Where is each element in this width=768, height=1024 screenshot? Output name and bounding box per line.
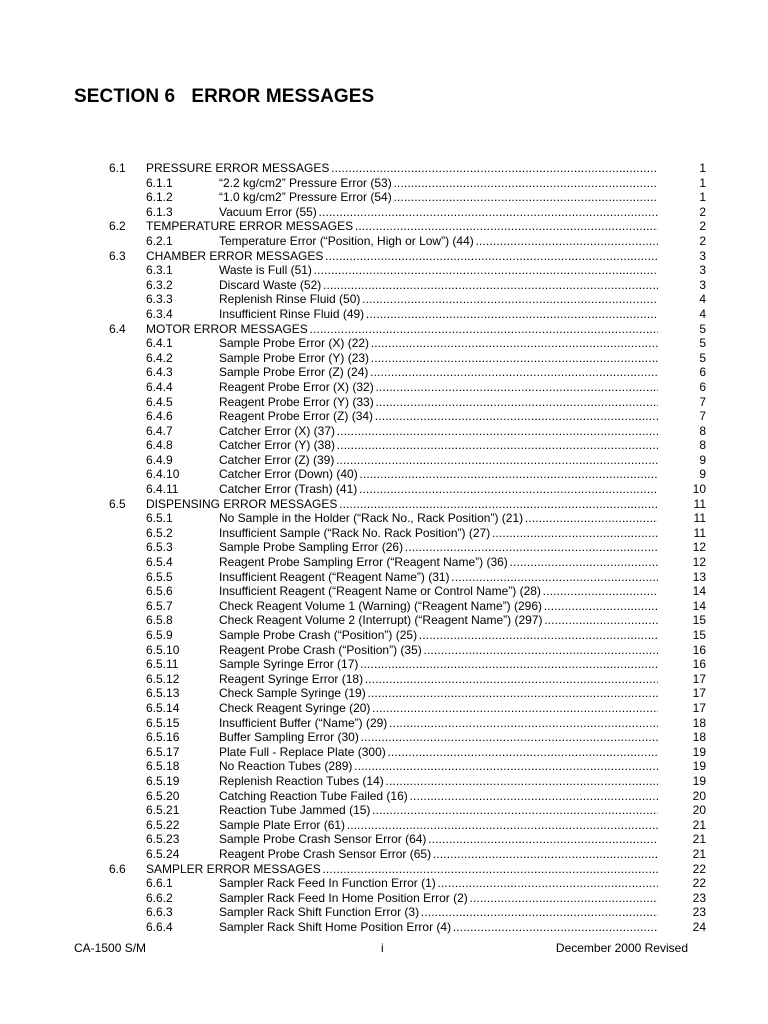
- toc-entry-number: 6.5.8: [146, 613, 173, 628]
- toc-entry-title: Reagent Probe Error (Z) (34) . . .: [219, 409, 658, 424]
- toc-entry-title: Check Reagent Volume 2 (Interrupt) (“Reagent Name”) (297) . . .: [219, 613, 658, 628]
- toc-entry-page: 5: [699, 336, 706, 351]
- toc-entry-page: 17: [692, 700, 706, 715]
- toc-entry-number: 6.1.3: [146, 204, 173, 219]
- toc-entry-title: Reagent Probe Crash (“Position”) (35) . . .: [219, 643, 658, 658]
- toc-entry-page: 21: [692, 846, 706, 861]
- toc-subsection-entry: [0, 818, 768, 833]
- toc-entry-title: Temperature Error (“Position, High or Low”) (44) . . .: [219, 234, 658, 249]
- toc-entry-page: 5: [699, 350, 706, 365]
- toc-entry-title: Sampler Rack Shift Home Position Error (4) . . .: [219, 920, 658, 935]
- toc-subsection-entry: [0, 424, 768, 439]
- toc-section-entry: [0, 497, 768, 512]
- toc-entry-number: 6.5.13: [146, 686, 180, 701]
- toc-subsection-entry: [0, 190, 768, 205]
- toc-subsection-entry: [0, 438, 768, 453]
- toc-subsection-entry: [0, 467, 768, 482]
- toc-section-entry: [0, 249, 768, 264]
- toc-subsection-entry: [0, 672, 768, 687]
- toc-entry-page: 12: [692, 555, 706, 570]
- toc-entry-number: 6.5.22: [146, 817, 180, 832]
- toc-section-entry: [0, 161, 768, 176]
- toc-entry-number: 6.1: [109, 161, 126, 175]
- toc-entry-number: 6.6: [109, 861, 126, 876]
- toc-entry-title: Reagent Probe Sampling Error (“Reagent Name”) (36) . . .: [219, 555, 658, 570]
- toc-entry-title: No Sample in the Holder (“Rack No., Rack Position”) (21) . . .: [219, 511, 658, 526]
- toc-entry-number: 6.4.5: [146, 394, 173, 409]
- toc-entry-page: 13: [692, 569, 706, 584]
- toc-subsection-entry: [0, 278, 768, 293]
- toc-entry-page: 11: [693, 511, 706, 526]
- toc-subsection-entry: [0, 803, 768, 818]
- toc-entry-title: Plate Full - Replace Plate (300) . . .: [219, 745, 658, 760]
- toc-entry-page: 17: [692, 686, 706, 701]
- toc-entry-title: Catcher Error (Trash) (41) . . .: [219, 482, 658, 497]
- toc-entry-title: Insufficient Rinse Fluid (49) . . .: [219, 307, 658, 322]
- toc-entry-page: 18: [692, 730, 706, 745]
- toc-entry-number: 6.4.6: [146, 409, 173, 424]
- toc-entry-number: 6.5.11: [146, 657, 179, 672]
- toc-entry-number: 6.4.11: [146, 482, 179, 497]
- toc-entry-page: 7: [699, 394, 706, 409]
- toc-entry-page: 21: [692, 832, 706, 847]
- toc-entry-title: DISPENSING ERROR MESSAGES . . .: [146, 497, 658, 512]
- toc-entry-page: 23: [692, 890, 706, 905]
- toc-entry-title: Replenish Reaction Tubes (14) . . .: [219, 774, 658, 789]
- toc-subsection-entry: [0, 336, 768, 351]
- toc-entry-page: 5: [699, 321, 706, 336]
- toc-entry-page: 22: [692, 861, 706, 876]
- toc-entry-title: Waste is Full (51) . . .: [219, 263, 658, 278]
- toc-entry-page: 2: [699, 219, 706, 234]
- toc-entry-title: Check Reagent Volume 1 (Warning) (“Reagent Name”) (296) . . .: [219, 599, 658, 614]
- toc-entry-title: “2.2 kg/cm2” Pressure Error (53) . . .: [219, 176, 658, 191]
- toc-subsection-entry: [0, 657, 768, 672]
- toc-entry-page: 3: [699, 248, 706, 263]
- toc-entry-page: 8: [699, 423, 706, 438]
- toc-subsection-entry: [0, 599, 768, 614]
- toc-entry-title: Sample Syringe Error (17) . . .: [219, 657, 658, 672]
- toc-entry-page: 11: [693, 496, 706, 511]
- toc-entry-number: 6.6.4: [146, 919, 173, 934]
- toc-entry-page: 19: [692, 773, 706, 788]
- toc-entry-number: 6.4.4: [146, 379, 173, 394]
- toc-entry-title: Replenish Rinse Fluid (50) . . .: [219, 292, 658, 307]
- toc-entry-page: 8: [699, 438, 706, 453]
- toc-entry-title: Sample Probe Crash (“Position”) (25) . . .: [219, 628, 658, 643]
- toc-entry-page: 21: [692, 817, 706, 832]
- toc-subsection-entry: [0, 584, 768, 599]
- toc-entry-number: 6.2: [109, 219, 126, 234]
- toc-entry-title: Sampler Rack Feed In Home Position Error (2) . . .: [219, 891, 658, 906]
- toc-entry-page: 22: [692, 876, 706, 891]
- toc-subsection-entry: [0, 234, 768, 249]
- toc-subsection-entry: [0, 263, 768, 278]
- toc-entry-number: 6.5.24: [146, 846, 180, 861]
- toc-entry-title: Sample Probe Error (X) (22) . . .: [219, 336, 658, 351]
- toc-subsection-entry: [0, 176, 768, 191]
- toc-entry-number: 6.5.5: [146, 569, 173, 584]
- footer-revision-date: December 2000 Revised: [555, 941, 688, 955]
- toc-entry-number: 6.5.14: [146, 700, 180, 715]
- toc-entry-page: 24: [692, 919, 706, 934]
- toc-entry-page: 3: [699, 277, 706, 292]
- toc-entry-page: 2: [699, 233, 706, 248]
- toc-subsection-entry: [0, 716, 768, 731]
- toc-subsection-entry: [0, 292, 768, 307]
- toc-entry-title: Reagent Probe Error (X) (32) . . .: [219, 380, 658, 395]
- toc-entry-page: 12: [692, 540, 706, 555]
- toc-entry-title: Reagent Syringe Error (18) . . .: [219, 672, 658, 687]
- toc-subsection-entry: [0, 453, 768, 468]
- table-of-contents: [0, 161, 768, 934]
- toc-entry-page: 2: [699, 204, 706, 219]
- toc-subsection-entry: [0, 730, 768, 745]
- toc-entry-title: Vacuum Error (55) . . .: [219, 205, 658, 220]
- toc-entry-page: 23: [692, 905, 706, 920]
- toc-entry-page: 19: [692, 744, 706, 759]
- toc-entry-page: 15: [692, 628, 706, 642]
- toc-subsection-entry: [0, 540, 768, 555]
- toc-subsection-entry: [0, 482, 768, 497]
- toc-section-entry: [0, 322, 768, 337]
- toc-entry-number: 6.3.3: [146, 292, 173, 307]
- toc-entry-number: 6.4.1: [146, 336, 173, 351]
- toc-entry-title: Buffer Sampling Error (30) . . .: [219, 730, 658, 745]
- toc-entry-number: 6.5.23: [146, 832, 180, 847]
- toc-subsection-entry: [0, 686, 768, 701]
- toc-entry-title: Catcher Error (Down) (40) . . .: [219, 467, 658, 482]
- toc-subsection-entry: [0, 307, 768, 322]
- toc-entry-number: 6.1.1: [146, 175, 173, 190]
- toc-subsection-entry: [0, 526, 768, 541]
- toc-entry-page: 15: [692, 613, 706, 628]
- toc-entry-number: 6.5.21: [146, 803, 180, 818]
- toc-subsection-entry: [0, 511, 768, 526]
- toc-entry-number: 6.5.9: [146, 628, 173, 642]
- toc-entry-title: Catcher Error (X) (37) . . .: [219, 424, 658, 439]
- toc-entry-page: 10: [692, 482, 706, 497]
- toc-entry-title: Insufficient Reagent (“Reagent Name or Control Name”) (28) . . .: [219, 584, 658, 599]
- toc-entry-title: No Reaction Tubes (289) . . .: [219, 759, 658, 774]
- toc-entry-number: 6.5.15: [146, 715, 180, 730]
- toc-entry-page: 20: [692, 803, 706, 818]
- toc-entry-number: 6.5.1: [146, 511, 173, 526]
- toc-entry-page: 6: [699, 379, 706, 394]
- toc-entry-page: 1: [699, 161, 706, 175]
- toc-subsection-entry: [0, 905, 768, 920]
- toc-entry-title: SAMPLER ERROR MESSAGES . . .: [146, 862, 658, 877]
- toc-entry-number: 6.4.8: [146, 438, 173, 453]
- toc-entry-number: 6.5: [109, 496, 126, 511]
- toc-subsection-entry: [0, 555, 768, 570]
- toc-subsection-entry: [0, 920, 768, 935]
- toc-entry-number: 6.3.1: [146, 263, 173, 278]
- toc-entry-number: 6.6.1: [146, 876, 173, 891]
- toc-entry-number: 6.4.2: [146, 350, 173, 365]
- toc-entry-title: Sample Plate Error (61) . . .: [219, 818, 658, 833]
- toc-entry-number: 6.3.2: [146, 277, 173, 292]
- toc-entry-page: 14: [692, 598, 706, 613]
- toc-entry-title: Catcher Error (Z) (39) . . .: [219, 453, 658, 468]
- toc-entry-page: 18: [692, 715, 706, 730]
- toc-subsection-entry: [0, 351, 768, 366]
- toc-entry-title: CHAMBER ERROR MESSAGES . . .: [146, 249, 658, 264]
- toc-entry-page: 3: [699, 263, 706, 278]
- toc-subsection-entry: [0, 789, 768, 804]
- toc-entry-title: Sampler Rack Shift Function Error (3) . . .: [219, 905, 658, 920]
- toc-subsection-entry: [0, 876, 768, 891]
- toc-entry-number: 6.4.3: [146, 365, 173, 380]
- toc-entry-page: 1: [699, 175, 706, 190]
- toc-entry-number: 6.4: [109, 321, 126, 336]
- toc-entry-title: Reaction Tube Jammed (15) . . .: [219, 803, 658, 818]
- toc-entry-number: 6.1.2: [146, 190, 173, 205]
- toc-entry-title: Sample Probe Error (Z) (24) . . .: [219, 365, 658, 380]
- toc-entry-page: 1: [699, 190, 706, 205]
- toc-entry-number: 6.5.18: [146, 759, 180, 774]
- toc-subsection-entry: [0, 701, 768, 716]
- toc-subsection-entry: [0, 891, 768, 906]
- toc-entry-number: 6.5.16: [146, 730, 180, 745]
- toc-entry-title: Reagent Probe Error (Y) (33) . . .: [219, 395, 658, 410]
- toc-entry-page: 14: [692, 584, 706, 599]
- toc-entry-number: 6.5.6: [146, 584, 173, 599]
- toc-entry-title: Discard Waste (52) . . .: [219, 278, 658, 293]
- toc-entry-number: 6.5.17: [146, 744, 180, 759]
- toc-entry-number: 6.2.1: [146, 233, 173, 248]
- toc-entry-title: Insufficient Sample (“Rack No. Rack Position”) (27) . . .: [219, 526, 658, 541]
- toc-entry-number: 6.4.10: [146, 467, 180, 482]
- toc-entry-title: Check Sample Syringe (19) . . .: [219, 686, 658, 701]
- section-title: SECTION 6 ERROR MESSAGES: [74, 86, 375, 107]
- toc-entry-page: 6: [699, 365, 706, 380]
- toc-entry-page: 9: [699, 467, 706, 482]
- toc-subsection-entry: [0, 628, 768, 643]
- toc-entry-number: 6.5.19: [146, 773, 180, 788]
- toc-entry-title: TEMPERATURE ERROR MESSAGES . . .: [146, 219, 658, 234]
- toc-entry-page: 7: [699, 409, 706, 424]
- toc-entry-title: Sample Probe Error (Y) (23) . . .: [219, 351, 658, 366]
- toc-entry-page: 11: [693, 525, 706, 540]
- toc-subsection-entry: [0, 774, 768, 789]
- toc-subsection-entry: [0, 380, 768, 395]
- toc-entry-number: 6.5.10: [146, 642, 180, 657]
- toc-subsection-entry: [0, 759, 768, 774]
- toc-entry-page: 17: [692, 671, 706, 686]
- toc-entry-page: 4: [699, 306, 706, 321]
- toc-entry-number: 6.5.2: [146, 525, 173, 540]
- toc-entry-number: 6.4.9: [146, 452, 173, 467]
- toc-entry-number: 6.3: [109, 248, 126, 263]
- toc-entry-page: 16: [692, 642, 706, 657]
- footer-document-id: CA-1500 S/M: [74, 941, 147, 955]
- toc-entry-title: “1.0 kg/cm2” Pressure Error (54) . . .: [219, 190, 658, 205]
- toc-entry-title: Sample Probe Sampling Error (26) . . .: [219, 540, 658, 555]
- toc-entry-number: 6.5.20: [146, 788, 180, 803]
- toc-entry-number: 6.5.7: [146, 598, 173, 613]
- toc-entry-number: 6.5.4: [146, 555, 173, 570]
- toc-entry-title: Insufficient Reagent (“Reagent Name”) (31) . . .: [219, 570, 658, 585]
- toc-subsection-entry: [0, 832, 768, 847]
- toc-subsection-entry: [0, 847, 768, 862]
- toc-subsection-entry: [0, 570, 768, 585]
- footer-page-number: i: [381, 941, 384, 955]
- toc-entry-number: 6.5.12: [146, 671, 180, 686]
- toc-entry-number: 6.3.4: [146, 306, 173, 321]
- toc-subsection-entry: [0, 205, 768, 220]
- toc-entry-title: Reagent Probe Crash Sensor Error (65) . . .: [219, 847, 658, 862]
- toc-entry-page: 16: [692, 657, 706, 672]
- toc-entry-number: 6.5.3: [146, 540, 173, 555]
- toc-section-entry: [0, 219, 768, 234]
- toc-subsection-entry: [0, 395, 768, 410]
- toc-subsection-entry: [0, 409, 768, 424]
- toc-entry-title: MOTOR ERROR MESSAGES . . .: [146, 322, 658, 337]
- toc-entry-title: PRESSURE ERROR MESSAGES . . .: [146, 161, 658, 176]
- toc-entry-number: 6.4.7: [146, 423, 173, 438]
- toc-entry-page: 4: [699, 292, 706, 307]
- toc-entry-title: Catching Reaction Tube Failed (16) . . .: [219, 789, 658, 804]
- toc-subsection-entry: [0, 745, 768, 760]
- toc-entry-title: Insufficient Buffer (“Name”) (29) . . .: [219, 716, 658, 731]
- toc-entry-page: 19: [692, 759, 706, 774]
- toc-section-entry: [0, 862, 768, 877]
- toc-entry-title: Check Reagent Syringe (20) . . .: [219, 701, 658, 716]
- toc-subsection-entry: [0, 613, 768, 628]
- toc-entry-number: 6.6.3: [146, 905, 173, 920]
- toc-entry-number: 6.6.2: [146, 890, 173, 905]
- toc-entry-title: Sample Probe Crash Sensor Error (64) . . .: [219, 832, 658, 847]
- toc-entry-page: 20: [692, 788, 706, 803]
- toc-subsection-entry: [0, 643, 768, 658]
- toc-entry-title: Catcher Error (Y) (38) . . .: [219, 438, 658, 453]
- toc-entry-title: Sampler Rack Feed In Function Error (1) . . .: [219, 876, 658, 891]
- toc-subsection-entry: [0, 365, 768, 380]
- toc-entry-page: 9: [699, 452, 706, 467]
